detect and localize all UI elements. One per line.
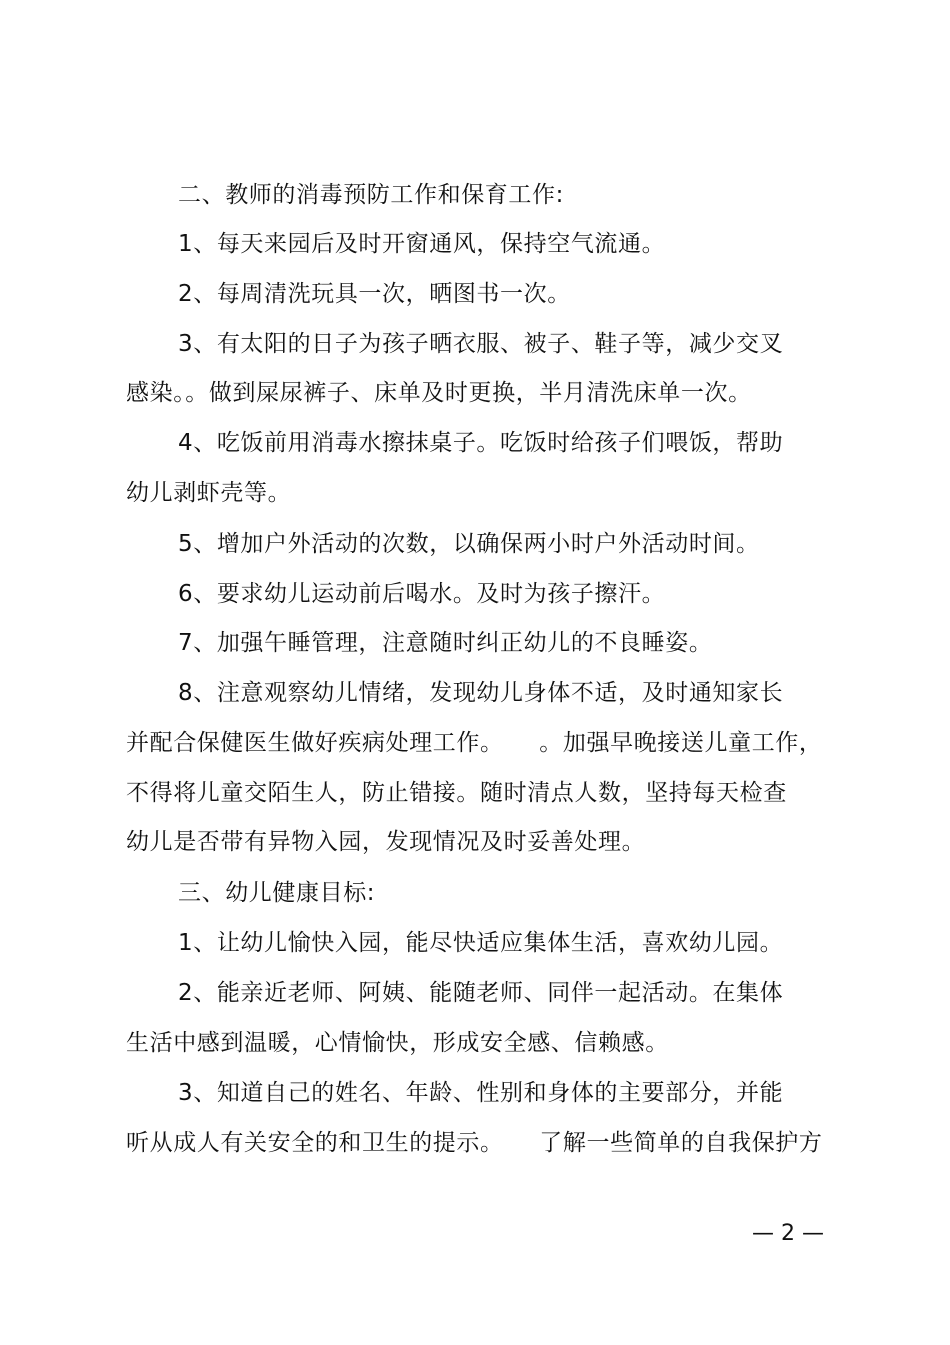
- paragraph-line: 并配合保健医生做好疾病处理工作。 。加强早晚接送儿童工作，: [126, 730, 823, 756]
- paragraph-line: 生活中感到温暖，心情愉快，形成安全感、信赖感。: [126, 1030, 669, 1056]
- paragraph-line: 听从成人有关安全的和卫生的提示。 了解一些简单的自我保护方: [126, 1130, 823, 1156]
- paragraph-line: 不得将儿童交陌生人，防止错接。随时清点人数，坚持每天检查: [126, 780, 787, 806]
- heading-teacher-disinfection: 二、教师的消毒预防工作和保育工作:: [178, 182, 564, 208]
- page-number: — 2 —: [752, 1221, 824, 1246]
- paragraph-line: 2、每周清洗玩具一次，晒图书一次。: [178, 281, 571, 307]
- paragraph-line: 幼儿是否带有异物入园，发现情况及时妥善处理。: [126, 829, 646, 855]
- paragraph-line: 3、知道自己的姓名、年龄、性别和身体的主要部分，并能: [178, 1080, 784, 1106]
- paragraph-line: 8、注意观察幼儿情绪，发现幼儿身体不适，及时通知家长: [178, 680, 784, 706]
- paragraph-line: 2、能亲近老师、阿姨、能随老师、同伴一起活动。在集体: [178, 980, 784, 1006]
- paragraph-line: 幼儿剥虾壳等。: [126, 480, 292, 506]
- paragraph-line: 1、每天来园后及时开窗通风，保持空气流通。: [178, 231, 666, 257]
- paragraph-line: 6、要求幼儿运动前后喝水。及时为孩子擦汗。: [178, 581, 666, 607]
- paragraph-line: 3、有太阳的日子为孩子晒衣服、被子、鞋子等，减少交叉: [178, 331, 784, 357]
- paragraph-line: 4、吃饭前用消毒水擦抹桌子。吃饭时给孩子们喂饭，帮助: [178, 430, 784, 456]
- paragraph-line: 7、加强午睡管理，注意随时纠正幼儿的不良睡姿。: [178, 630, 713, 656]
- paragraph-line: 感染。。做到屎尿裤子、床单及时更换，半月清洗床单一次。: [126, 380, 752, 406]
- heading-child-health-goals: 三、幼儿健康目标:: [178, 880, 376, 906]
- paragraph-line: 1、让幼儿愉快入园，能尽快适应集体生活，喜欢幼儿园。: [178, 930, 784, 956]
- paragraph-line: 5、增加户外活动的次数，以确保两小时户外活动时间。: [178, 531, 760, 557]
